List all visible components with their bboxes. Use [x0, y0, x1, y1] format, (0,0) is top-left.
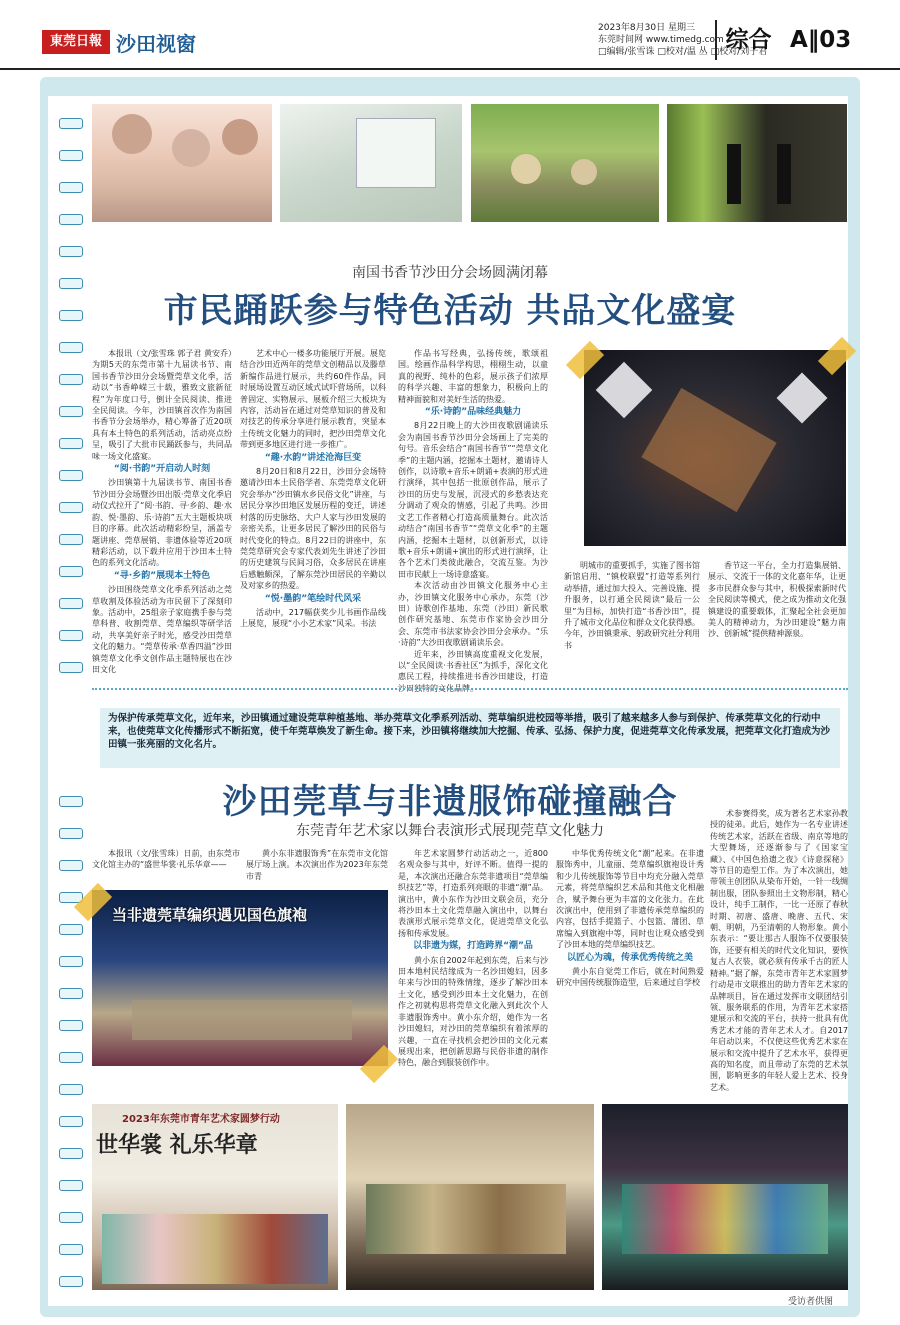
binding-ring — [59, 860, 83, 871]
story1-kicker: 南国书香节沙田分会场圆满闭幕 — [352, 265, 548, 281]
binding-ring — [59, 1148, 83, 1159]
editor-credits: □编辑/张雪诛 □校对/温 丛 □校对/刘子君 — [598, 47, 768, 57]
photo-field-harvest — [471, 104, 659, 222]
paragraph: 艺术中心一楼多功能展厅开展。展览结合沙田近两年的莞草文创精品以及滕草新编作品进行展示，共约60件作品，同时展场设置互动区域式试吓营场所，以科普固定、实物展示、展板介绍三大板块为内容，活动旨在通过对莞草知识的普及和对技艺的传承分享进行展示教育，突显本土传统文化魅力的同时，把沙田莞草文化带到更多地区进行进一步推广。 — [240, 349, 386, 450]
binding-ring — [59, 566, 83, 577]
story2-column-1 — [92, 848, 240, 882]
binding-ring — [59, 118, 83, 129]
newspaper-logo: 東莞日報 — [42, 30, 110, 54]
story1-column-1 — [92, 348, 232, 676]
subheading: “寻·乡韵”展现本土特色 — [113, 570, 211, 581]
story2-column-5 — [710, 808, 848, 1092]
binding-ring — [59, 1212, 83, 1223]
subheading: 以匠心为魂，传承优秀传统之美 — [566, 952, 693, 963]
story2-column-4 — [556, 848, 704, 1078]
binding-ring — [59, 246, 83, 257]
binding-ring — [59, 150, 83, 161]
photo-children-dance — [92, 104, 272, 222]
photo-group-costumes — [92, 1104, 338, 1290]
photo-aerial-stage — [584, 350, 846, 546]
paragraph: 本次活动由沙田镇文化服务中心主办，沙田镇文化服务中心承办，东莞（沙田）诗歌创作基地、东莞（沙田）新民歌创作研究基地、东莞市作家协会沙田分会、东莞市书法家协会沙田分会承办。“乐·诗韵”大沙田夜歌剧诵读乐会。 — [398, 581, 548, 648]
photo-exhibition-board — [280, 104, 462, 222]
binding-ring — [59, 1244, 83, 1255]
story2-column-3 — [398, 848, 548, 1078]
binding-ring — [59, 438, 83, 449]
paragraph: 活动中，217幅获奖少儿书画作品线上展览，展现“小小艺术家”风采。书法 — [240, 607, 386, 629]
story2-column-2 — [246, 848, 388, 882]
subheading: “悦·墨韵”笔绘时代风采 — [264, 593, 362, 604]
binding-ring — [59, 1180, 83, 1191]
masthead — [0, 0, 900, 70]
page-category: 综合 — [715, 20, 780, 60]
paragraph: 明城市的重要抓手，实施了图书馆新馆启用、“镇校联盟”打造等系列行动举措，通过加大投入、完善设施、提升服务，以打通全民阅读“最后一公里”为目标，加快打造“书香沙田”，提升了城市文化品位和群众文化获得感。今年，沙田镇秉承、躬政研究社分利用书 — [564, 561, 700, 650]
story2-subhead: 东莞青年艺术家以舞台表演形式展现莞草文化魅力 — [296, 823, 604, 839]
binding-ring — [59, 924, 83, 935]
photo-stage-show — [92, 890, 388, 1066]
paragraph: 年艺术家圆梦行动活动之一，近800名观众参与其中，好评不断。值得一提的是，本次演出还融合东莞非遗项目“莞草编织技艺”等，打造系列亮眼的非遗“潮”品。演出中，黄小东作为沙田文联会员，充分将沙田本土文化莞草融入演出中，以舞台表演形式展示莞草文化，促进莞草文化弘扬和传承发展。 — [398, 849, 548, 938]
photo-banner-text: 2023年东莞市青年艺术家圆梦行动 — [122, 1114, 280, 1125]
story1-column-4 — [564, 560, 700, 676]
story1-column-2 — [240, 348, 386, 676]
binding-ring — [59, 1084, 83, 1095]
dotted-divider — [92, 688, 848, 690]
section-title: 沙田视窗 — [116, 32, 196, 56]
paragraph: 黄小东自觉莞工作后，就在时间熟爱研究中国传统服饰造型，后来通过自学校 — [556, 967, 704, 988]
page-number: A‖03 — [790, 27, 852, 53]
binding-ring — [59, 662, 83, 673]
photo-qipao-runway — [602, 1104, 848, 1290]
paragraph: 本报讯（文/张雪珠）日前，由东莞市文化馆主办的“盛世华裳·礼乐华章—— — [92, 849, 240, 870]
paragraph: 8月22日晚上的大沙田夜歌剧诵读乐会为南国书香节沙田分会场画上了完美的句号。音乐会结合“南国书香节”“莞草文化季”的主题内涵，挖掘本土题材，邀请诗人创作，以诗歌+音乐+朗诵+表演的形式进行演绎，其中包括一批原创作品，展示了沙田的历史与发展，沉浸式的乡愁表达充分调动了观众的情感，引起了共鸣。沙田文艺工作者精心打造高质量舞台。此次活动结合“南国书香节”“莞草文化季”的主题内涵，挖掘本土题材，以创新形式，以诗歌+音乐+朗诵+演出的形式进行演绎，让各个艺术门类彼此融合，交流互鉴。为沙田市民献上一场诗意盛宴。 — [398, 421, 548, 579]
paragraph: 黄小东非遗服饰秀”在东莞市文化馆展厅场上演。本次演出作为2023年东莞市青 — [246, 849, 388, 881]
photo-ceremony-stage — [667, 104, 847, 222]
photo-title-text: 世华裳 礼乐华章 — [96, 1132, 258, 1158]
issue-date: 2023年8月30日 星期三 — [598, 23, 695, 33]
stage-banner-text: 当非遗莞草编织遇见国色旗袍 — [112, 906, 308, 924]
paragraph: 沙田围绕莞草文化季系列活动之莞草收割及体验活动为市民留下了深刻印象。活动中，25组亲子家庭携手参与莞草科普、收割莞草、莞草编织等研学活动，共享美好亲子时光，感受沙田莞草文化的魅力。“莞草传承·草香四溢”沙田镇莞草文化季文创作品主题特展也在沙田文化 — [92, 585, 232, 674]
binding-ring — [59, 1052, 83, 1063]
story1-column-3 — [398, 348, 548, 693]
subheading: “阅·书韵”开启动人时刻 — [113, 464, 211, 475]
paragraph: 8月20日和8月22日，沙田分会场特邀请沙田本土民俗学者、东莞莞草文化研究会举办“沙田镇水乡民俗文化”讲座，与居民分享沙田地区发展历程的变迁，讲述村落的历史脉络、大户人家与沙田发展的亲密关系，让更多居民了解沙田的民俗与时代变化的特点。8月22日的讲座中，东莞莞草研究会专家代表刘先生讲述了沙田的历史建筑与民间习俗，众多居民在讲座后感触颇深，了解东莞沙田居民的辛勤以及对家乡的热爱。 — [240, 467, 386, 591]
subheading: 以非遗为媒，打造跨界“潮”品 — [413, 941, 533, 952]
binding-ring — [59, 182, 83, 193]
binding-ring — [59, 1020, 83, 1031]
binding-ring — [59, 598, 83, 609]
summary-box: 为保护传承莞草文化，近年来，沙田镇通过建设莞草种植基地、举办莞草文化季系列活动、莞草编织进校园等举措，吸引了越来越多人参与到保护、传承莞草文化的行动中来，也使莞草文化传播形式不断拓宽，使千年莞草焕发了新生命。接下来，沙田镇将继续加大挖掘、传承、弘扬、保护力度，促进莞草文化传承发展，把莞草文化打造成为沙田镇一张亮丽的文化名片。 — [100, 708, 840, 768]
binding-ring — [59, 988, 83, 999]
subheading: “趣·水韵”讲述沧海巨变 — [264, 452, 362, 463]
website: 东莞时间网 www.timedg.com — [598, 35, 724, 45]
binding-ring — [59, 406, 83, 417]
paragraph: 术参赛得奖，成为著名艺术家孙教授的徒弟。此后，她作为一名专业讲述传统艺术家，活跃在省级、南京等地的大型舞场，还逐渐参与了《国家宝藏》、《中国色拾遗之夜》《诗意探秘》等节目的造型工作。为了本次演出，她带领主创团队从染布开始，一针一线绸制出服，团队参照出土文物形制，精心设计，纯手工制作，一比一还原了春秋时期、初唐、盛唐、晚唐、五代、宋朝、明朝，乃至清朝的人物形象。黄小东表示：“要让那古人服饰不仅要服装饰，还要有相关的时代文化知识，要恢复古人衣装，就必须有传承千古的匠人精神。”据了解，东莞市青年艺术家圆梦行动是市文联推出的助力青年艺术家的品牌项目，旨在通过发挥市文联团结引领、服务联系的作用，为青年艺术家搭建展示和交流的平台，扶持一批具有优秀艺术才能的青年艺术人才。自2017年启动以来，不仅使这些优秀艺术家在展示和交流中提升了艺术水平，获得更高的知名度，而且带动了东莞的艺术氛围，影响更多的年轻人爱上艺术、投身艺术。 — [710, 809, 848, 1092]
binding-ring — [59, 1276, 83, 1287]
photo-credit: 受访者供图 — [788, 1297, 834, 1307]
binding-ring — [59, 502, 83, 513]
binding-ring — [59, 630, 83, 641]
paragraph: 作品书写经典，弘扬传统，歌颂祖国。绘画作品科学构思，栩栩生动，以童真的视野、纯朴的色彩，展示孩子们浓厚的科学兴趣、丰富的想象力，积极向上的精神面貌和对美好生活的热爱。 — [398, 349, 548, 404]
story1-column-5 — [708, 560, 846, 676]
binding-ring — [59, 470, 83, 481]
paragraph: 中华优秀传统文化“潮”起来。在非遗服饰秀中，儿童丽、莞草编织旗袍设计秀和少儿传统服饰等节目中均充分融入莞草元素，将莞草编织艺术品和其他文化相融合，赋予舞台更为丰富的文化张力。在此次演出中，使用到了非遗传承莞草编织的内容，包括手提篮子、小包篮、蒲团、草席编入到旗袍中等，同时也让观众感受到了沙田本地的莞草编织技艺。 — [556, 849, 704, 950]
story1-headline: 市民踊跃参与特色活动 共品文化盛宴 — [163, 291, 737, 331]
binding-ring — [59, 1116, 83, 1127]
subheading: “乐·诗韵”品味经典魅力 — [424, 407, 522, 418]
binding-ring — [59, 534, 83, 545]
binding-ring — [59, 956, 83, 967]
paragraph: 本报讯（文/张雪珠 郭子君 黄安乔）为期5天的东莞市第十九届读书节、南国书香节沙田分会场暨莞草文化季，活动以“书香峥嵘三十载，雅致文旅新征程”为年度口号，倒计全民阅读、推进全民阅读。今年，沙田镇首次作为南国书香节分会场举办，精心筹备了近20项具有本土特色的系列活动，活动亮点纷呈，吸引了大批市民踊跃参与，共同品味一场文化盛宴。 — [92, 349, 232, 461]
binding-ring — [59, 342, 83, 353]
photo-performers-baskets — [346, 1104, 594, 1290]
binding-ring — [59, 374, 83, 385]
story2-headline: 沙田莞草与非遗服饰碰撞融合 — [222, 782, 678, 822]
binding-ring — [59, 214, 83, 225]
paragraph: 香节这一平台，全力打造集展销、展示、交流于一体的文化嘉年华，让更多市民群众参与其中，积极探索新时代全民阅读等模式，使之成为推动文化强镇建设的重要载体，汇聚起全社会更加美人的精神动力，为沙田建设“魅力南沙、创新城”提供精神源泉。 — [708, 561, 846, 639]
paragraph: 黄小东自2002年起到东莞，后来与沙田本地村民结缘成为一名沙田媳妇，因多年来与沙田的特殊情缘，逐步了解沙田本土文化，感受到沙田本土文化魅力，在创作之初就构思将莞草文化融入到此次个人非遗服饰秀中。黄小东介绍，她作为一名沙田媳妇，对沙田的莞草编织有着浓厚的兴趣，一直在寻找机会把沙田的文化元素展现出来，把创新思路与民俗非遗的制作特色，融合到服装创作中。 — [398, 955, 548, 1068]
paragraph: 沙田镇第十九届读书节、南国书香节沙田分会场暨沙田出版·莞草文化季启动仪式拉开了“阅·书韵、寻·乡韵、趣·水韵、悦·墨韵、乐·诗韵”五大主题板块项目的序幕。此次活动精彩纷呈，涵盖专题讲座、莞草展销、非遗体验等近20项精彩活动，以下载并应用于沙田本土特色的系列文化活动。 — [92, 478, 232, 568]
paragraph: 近年来，沙田镇高度重视文化发展，以“全民阅读·书香社区”为抓手，深化文化惠民工程，持续推进书香沙田建设，打造沙田独特的文化品牌。 — [398, 649, 548, 693]
